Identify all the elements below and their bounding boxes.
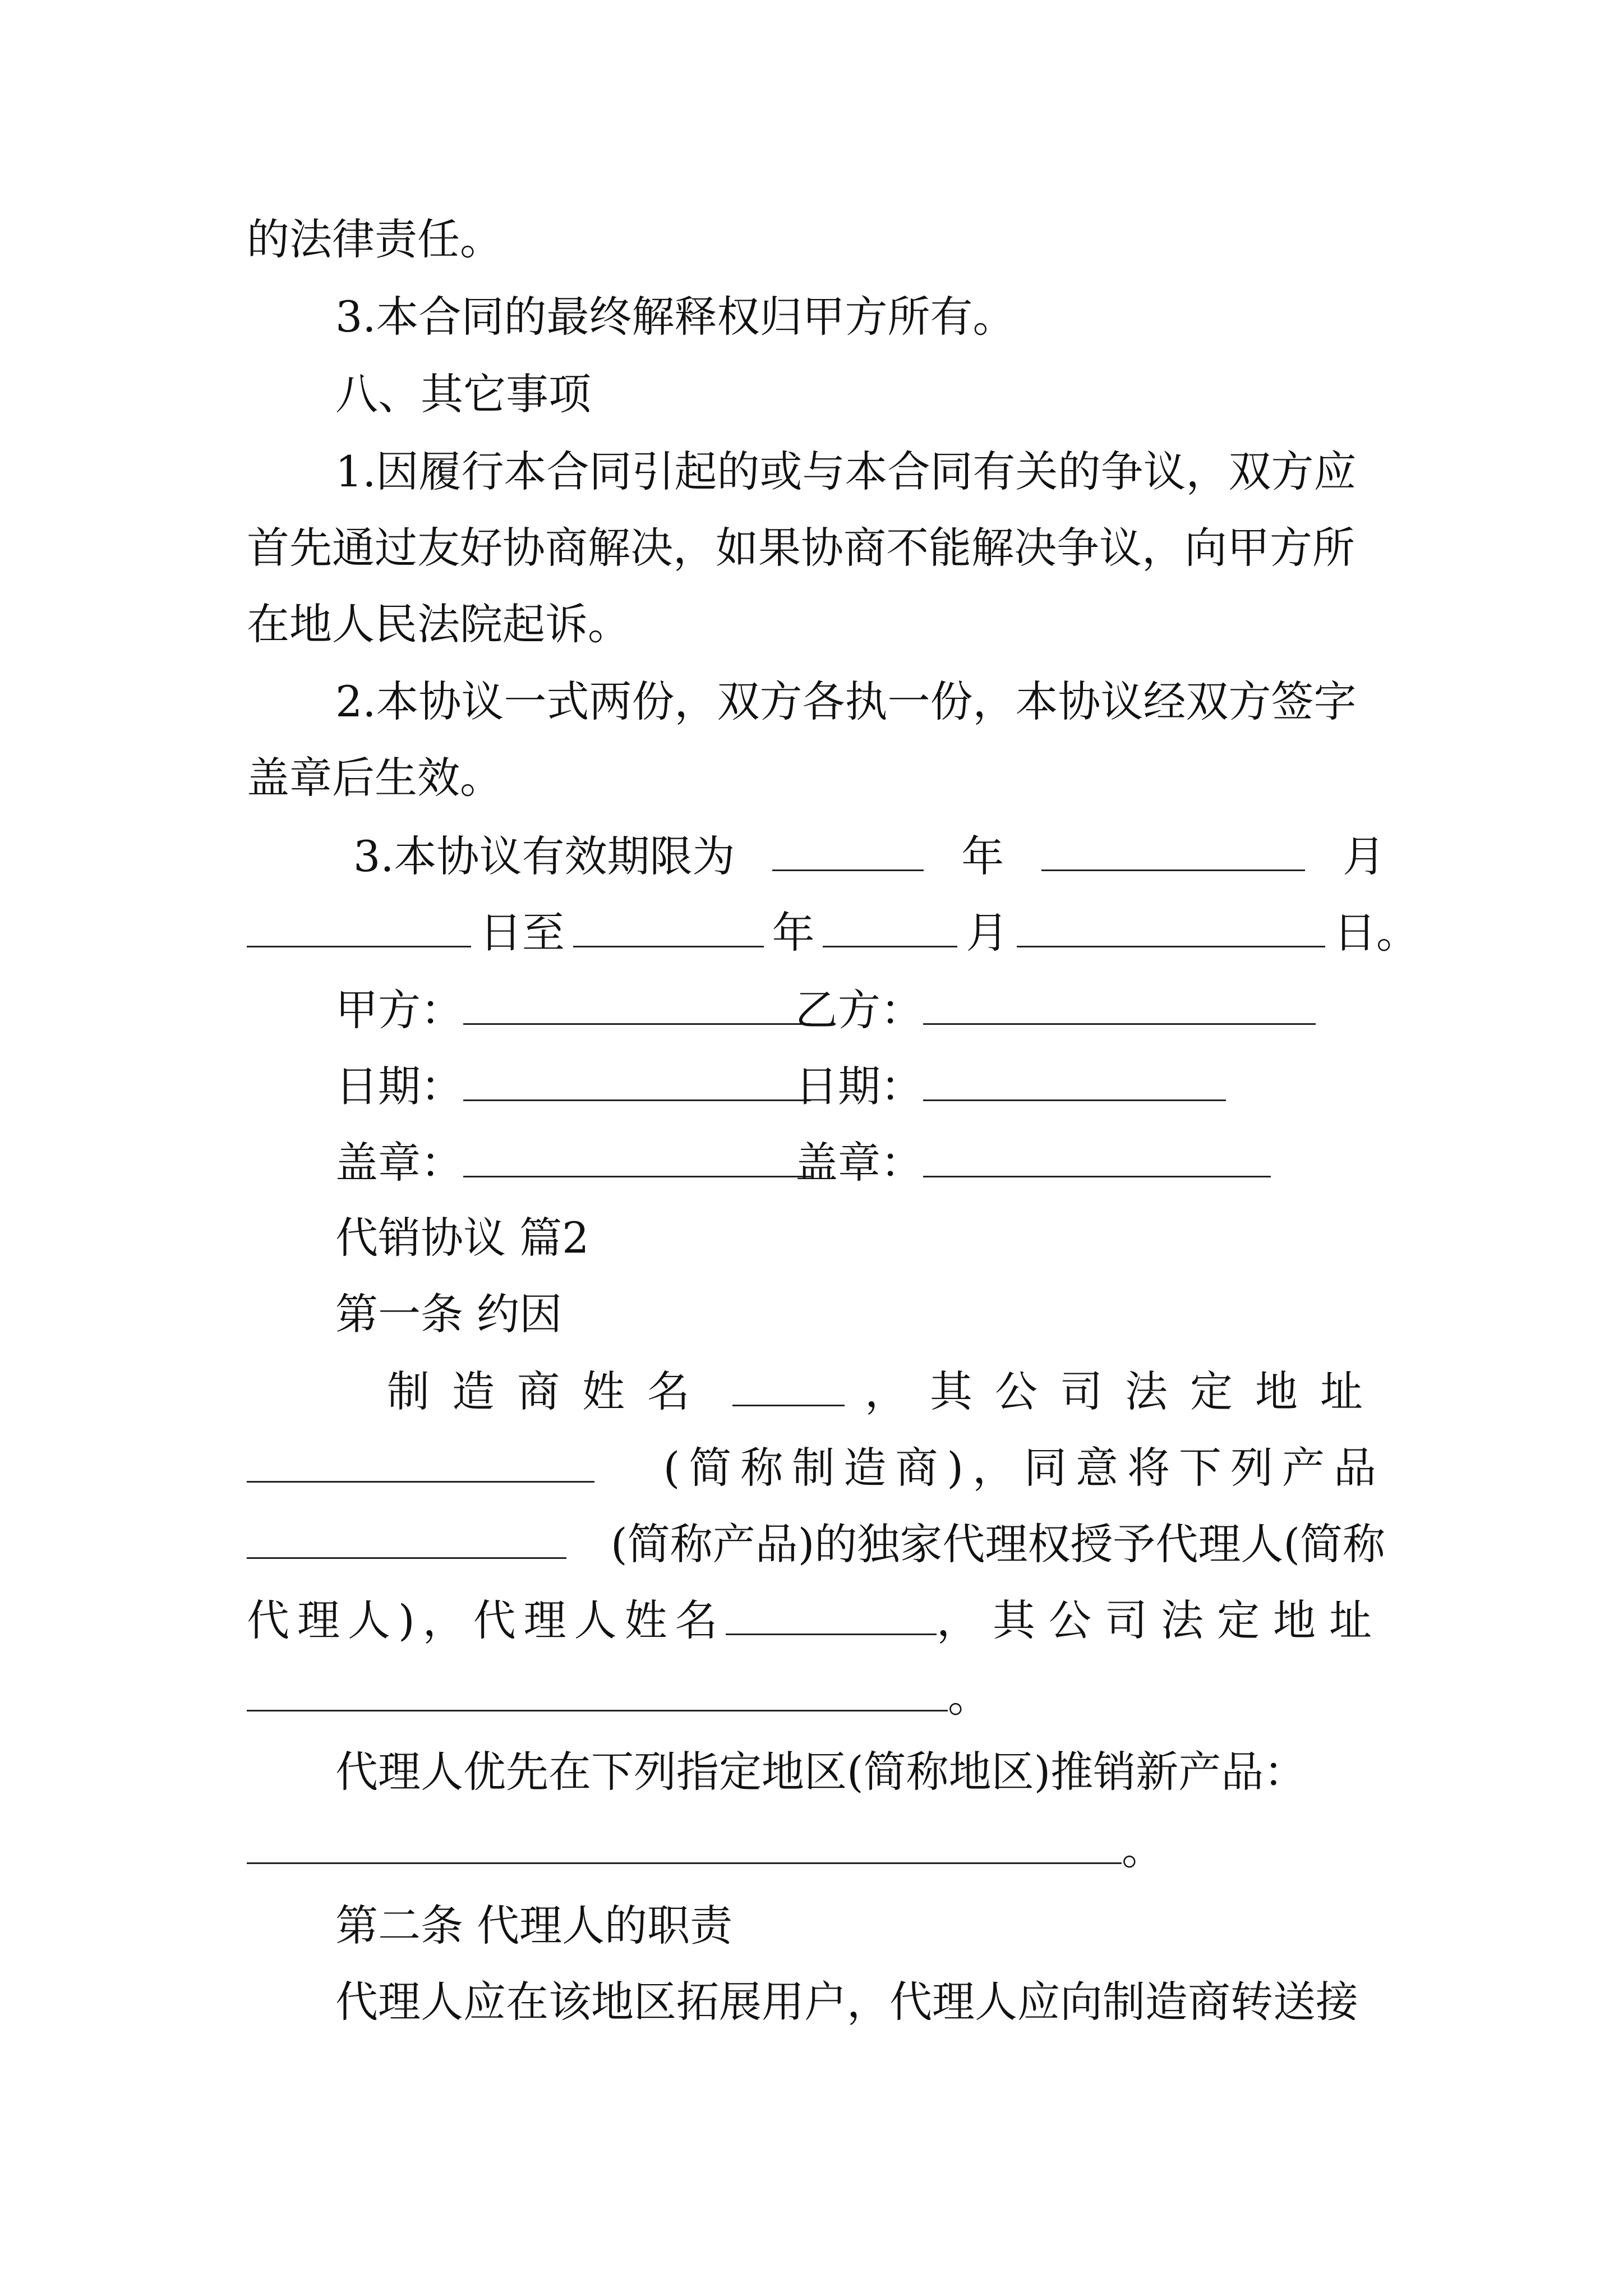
agent-address-blank <box>247 1665 948 1711</box>
seal-a-blank <box>463 1131 811 1177</box>
date-b-blank <box>923 1055 1226 1101</box>
text-fragment: 3.本协议有效期限为 <box>353 831 735 881</box>
text-fragment: 日至 <box>479 908 565 958</box>
party-b-blank <box>923 978 1316 1025</box>
text-fragment: 制造商姓名 <box>387 1366 712 1416</box>
product-blank <box>247 1512 566 1559</box>
year-blank <box>772 825 924 871</box>
territory-clause: 代理人优先在下列指定地区(简称地区)推销新产品： <box>335 1747 1307 1797</box>
day-blank <box>247 901 471 947</box>
text-line: 的法律责任。 <box>247 214 502 264</box>
article-1-line <box>247 1436 1385 1498</box>
signature-row-date <box>335 1055 1385 1116</box>
date-a-blank <box>463 1055 811 1101</box>
article-1-title: 第一条 约因 <box>335 1289 562 1339</box>
text-fragment: ，其公司法定地址 <box>937 1595 1385 1645</box>
article-1-line <box>247 1818 1385 1879</box>
text-line: 在地人民法院起诉。 <box>247 599 630 649</box>
clause-3-interpretation: 3.本合同的最终解释权归甲方所有。 <box>335 292 1016 342</box>
text-fragment: (简称制造商)，同意将下列产品 <box>663 1443 1385 1493</box>
signature-row-party <box>335 978 1385 1040</box>
agent-name-blank <box>726 1589 937 1635</box>
article-1-line <box>247 1512 1385 1574</box>
year-blank <box>573 901 764 947</box>
seal-a-label: 盖章： <box>335 1138 463 1188</box>
date-b-label: 日期： <box>795 1061 923 1111</box>
clause-3-validity-period <box>353 825 1385 886</box>
section-title-agreement-2: 代销协议 篇2 <box>335 1213 589 1263</box>
clause-2-copies: 2.本协议一式两份，双方各执一份，本协议经双方签字 <box>335 677 1357 726</box>
day-blank <box>1017 901 1325 947</box>
text-fragment: 。 <box>948 1672 990 1722</box>
text-fragment: 年 <box>961 831 1004 881</box>
party-a-label: 甲方： <box>335 985 463 1035</box>
text-fragment: 月 <box>1342 831 1385 881</box>
article-2-title: 第二条 代理人的职责 <box>335 1901 733 1950</box>
text-fragment: 代理人)，代理人姓名 <box>247 1595 726 1645</box>
seal-b-blank <box>923 1131 1271 1177</box>
month-blank <box>823 901 957 947</box>
territory-blank <box>247 1818 1122 1864</box>
text-fragment: 日。 <box>1333 908 1419 958</box>
address-blank <box>247 1436 594 1483</box>
party-b-label: 乙方： <box>795 985 923 1035</box>
party-a-blank <box>463 978 811 1025</box>
text-fragment: 年 <box>772 908 815 958</box>
signature-row-seal <box>335 1131 1385 1193</box>
article-1-line <box>247 1665 1385 1727</box>
article-1-line <box>247 1589 1385 1650</box>
text-fragment: 月 <box>966 908 1009 958</box>
section-heading-other-matters: 八、其它事项 <box>335 369 591 419</box>
text-line: 首先通过友好协商解决，如果协商不能解决争议，向甲方所 <box>247 523 1355 573</box>
seal-b-label: 盖章： <box>795 1138 923 1188</box>
date-a-label: 日期： <box>335 1061 463 1111</box>
manufacturer-name-blank <box>732 1360 845 1406</box>
article-1-line <box>387 1360 1385 1421</box>
validity-period-continued <box>247 901 1419 963</box>
month-blank <box>1041 825 1305 871</box>
text-fragment: (简称产品)的独家代理权授予代理人(简称 <box>611 1519 1385 1569</box>
article-2-line: 代理人应在该地区拓展用户，代理人应向制造商转送接 <box>335 1977 1358 2027</box>
text-line: 盖章后生效。 <box>247 753 502 803</box>
text-fragment: 。 <box>1122 1824 1164 1874</box>
clause-1-disputes: 1.因履行本合同引起的或与本合同有关的争议，双方应 <box>335 447 1357 496</box>
text-fragment: ，其公司法定地址 <box>865 1366 1385 1416</box>
